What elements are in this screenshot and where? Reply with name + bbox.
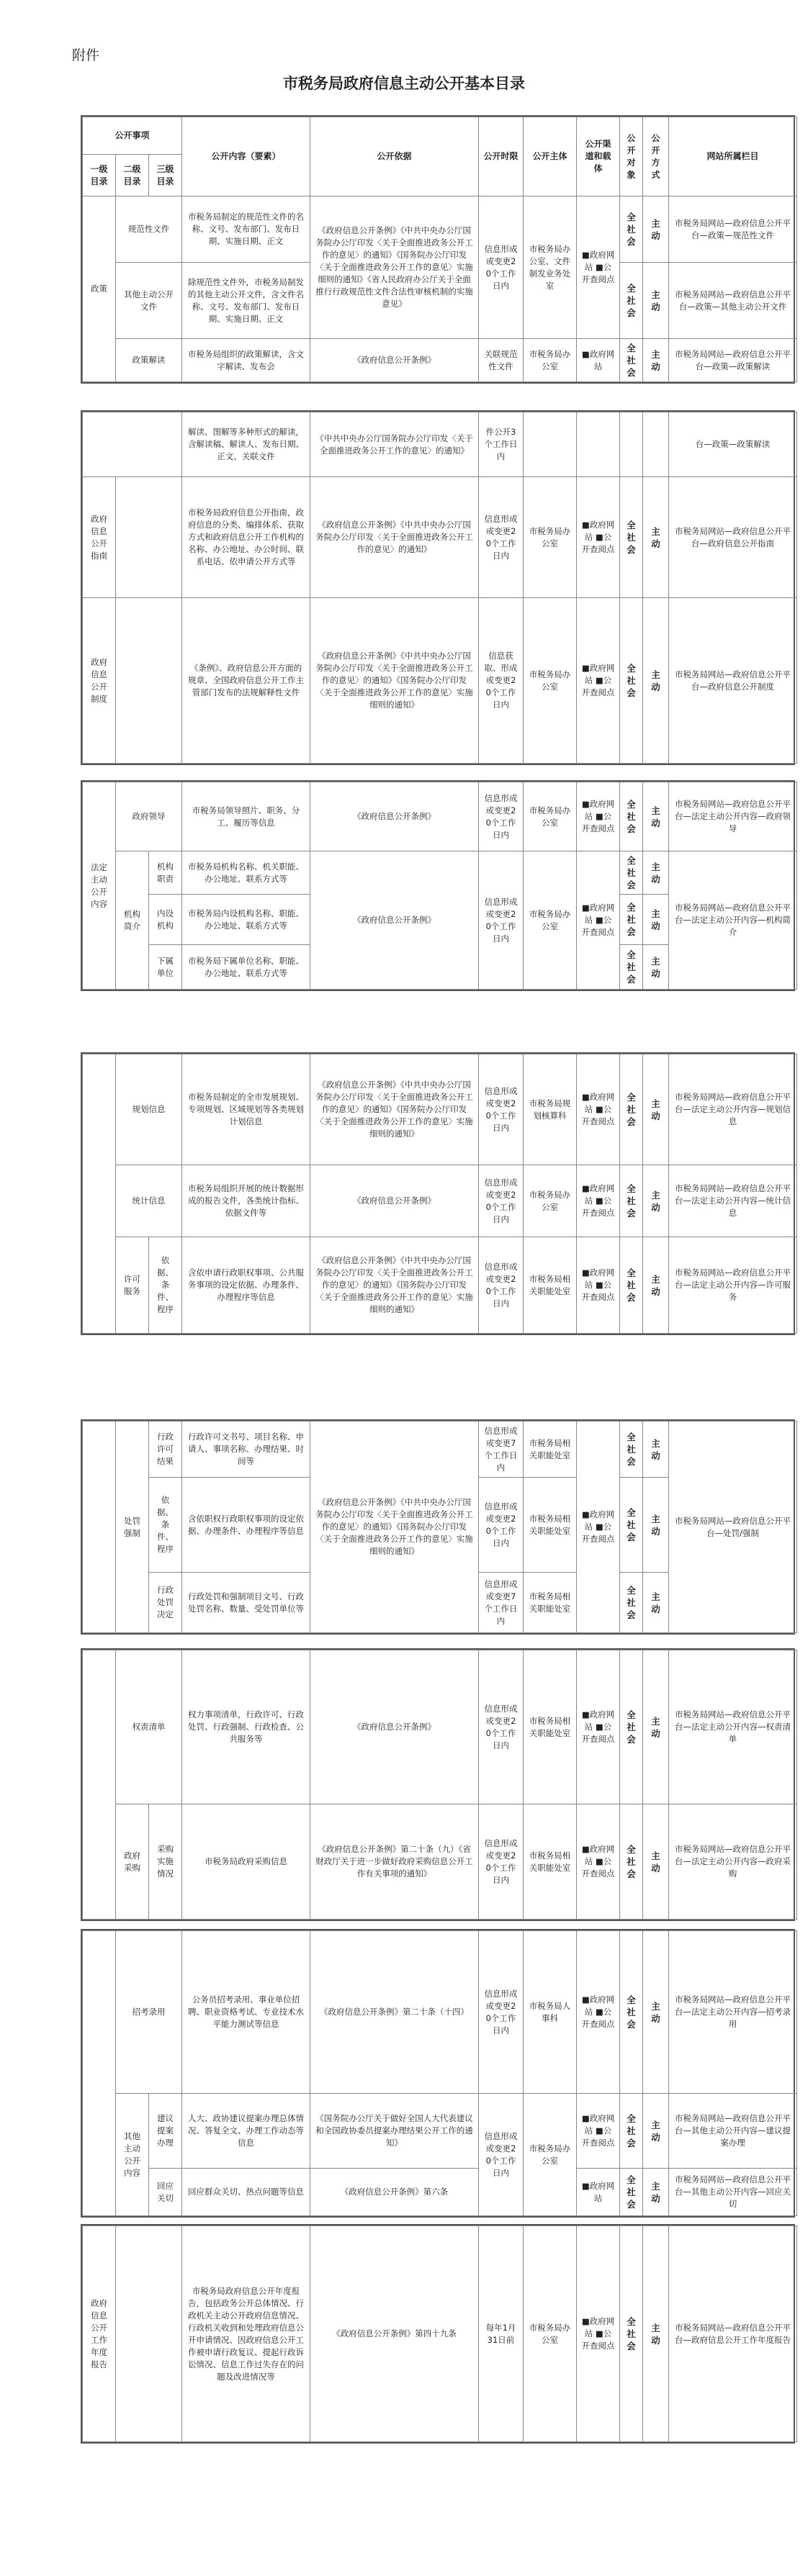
stats-method: 主动 [643, 1165, 669, 1237]
org-l2: 机构简介 [116, 851, 149, 990]
recruit-method: 主动 [643, 1931, 669, 2094]
other-channel-response: ■政府网站 [577, 2169, 620, 2216]
policy-l2-normative: 规范性文件 [116, 196, 182, 263]
policy-cont-time: 件公开3个工作日内 [479, 412, 524, 477]
system-subject: 市税务局办公室 [524, 598, 577, 764]
header-time-limit: 公开时限 [479, 117, 524, 196]
penalty-basis: 《政府信息公开条例》《中共中央办公厅国务院办公厅印发〈关于全面推进政务公开工作的意见〉的通知》《国务院办公厅印发〈关于全面推进政务公开工作的意见〉实施细则的通知》 [310, 1422, 479, 1633]
plan-target: 全社会 [620, 1054, 643, 1165]
header-subject: 公开主体 [524, 117, 577, 196]
system-method: 主动 [643, 598, 669, 764]
plan-time: 信息形成或变更20个工作日内 [479, 1054, 524, 1165]
stats-subject: 市税务局办公室 [524, 1165, 577, 1237]
power-target: 全社会 [620, 1650, 643, 1804]
permit-target: 全社会 [620, 1237, 643, 1334]
system-time: 信息获取、形成或变更20个工作日内 [479, 598, 524, 764]
org-channel: ■政府网站 ■公开查阅点 [577, 851, 620, 990]
header-content: 公开内容（要素） [182, 117, 310, 196]
permit-method: 主动 [643, 1237, 669, 1334]
permit-basis: 《政府信息公开条例》《中共中央办公厅国务院办公厅印发〈关于全面推进政务公开工作的意见〉的通知》《国务院办公厅印发〈关于全面推进政务公开工作的意见〉实施细则的通知》 [310, 1237, 479, 1334]
plan-method: 主动 [643, 1054, 669, 1165]
org-content-internal: 市税务局内设机构名称、职能、办公地址、联系方式等 [182, 895, 310, 945]
penalty-content-basis: 含依职权行政职权事项的设定依据、办理条件、办理程序等信息 [182, 1478, 310, 1573]
other-target-proposal: 全社会 [620, 2094, 643, 2169]
guide-subject: 市税务局办公室 [524, 477, 577, 598]
annual-target: 全社会 [620, 2226, 643, 2442]
leaders-content: 市税务局领导照片、职务、分工、履历等信息 [182, 782, 310, 851]
penalty-method-permit: 主动 [643, 1422, 669, 1478]
penalty-method-basis: 主动 [643, 1478, 669, 1573]
other-l3-response: 回应关切 [149, 2169, 182, 2216]
procure-method: 主动 [643, 1804, 669, 1920]
procure-l3: 采购实施情况 [149, 1804, 182, 1920]
system-column: 市税务局网站—政府信息公开平台—政府信息公开制度 [669, 598, 797, 764]
table-block-1 [81, 115, 795, 384]
penalty-subject-permit: 市税务局相关职能处室 [524, 1422, 577, 1478]
org-method-sub: 主动 [643, 945, 669, 990]
org-content-duty: 市税务局机构名称、机关职能、办公地址、联系方式等 [182, 851, 310, 895]
stats-time: 信息形成或变更20个工作日内 [479, 1165, 524, 1237]
stats-column: 市税务局网站—政府信息公开平台—法定主动公开内容—统计信息 [669, 1165, 797, 1237]
permit-time: 信息形成或变更20个工作日内 [479, 1237, 524, 1334]
plan-l2: 规划信息 [116, 1054, 182, 1165]
penalty-column: 市税务局网站—政府信息公开平台—处罚/强制 [669, 1422, 797, 1633]
policy-method-other: 主动 [643, 263, 669, 339]
policy-cont-basis: 《中共中央办公厅国务院办公厅印发〈关于全面推进政务公开工作的意见〉的通知》 [310, 412, 479, 477]
penalty-subject-basis: 市税务局相关职能处室 [524, 1478, 577, 1573]
guide-column: 市税务局网站—政府信息公开平台—政府信息公开指南 [669, 477, 797, 598]
table-block-2 [81, 410, 795, 765]
policy-content-interpret: 市税务局组织的政策解读，含文字解读、发布会 [182, 339, 310, 382]
plan-content: 市税务局制定的全市发展规划、专项规划、区域规划等各类规划计划信息 [182, 1054, 310, 1165]
guide-time: 信息形成或变更20个工作日内 [479, 477, 524, 598]
org-target-duty: 全社会 [620, 851, 643, 895]
leaders-target: 全社会 [620, 782, 643, 851]
procure-column: 市税务局网站—政府信息公开平台—法定主动公开内容—政府采购 [669, 1804, 797, 1920]
power-content: 权力事项清单，行政许可、行政处罚、行政强制、行政检查、公共服务等 [182, 1650, 310, 1804]
power-time: 信息形成或变更20个工作日内 [479, 1650, 524, 1804]
org-content-sub: 市税务局下属单位名称、职能、办公地址、联系方式等 [182, 945, 310, 990]
permit-l3: 依据、条件、程序 [149, 1237, 182, 1334]
other-subject: 市税务局办公室 [524, 2094, 577, 2216]
system-content: 《条例》、政府信息公开方面的规章、全国政府信息公开工作主管部门发布的法规解释性文件 [182, 598, 310, 764]
header-level2: 二级目录 [116, 155, 149, 196]
policy-target-other: 全社会 [620, 263, 643, 339]
org-target-sub: 全社会 [620, 945, 643, 990]
procure-channel: ■政府网站 ■公开查阅点 [577, 1804, 620, 1920]
annual-time: 每年1月31日前 [479, 2226, 524, 2442]
stats-l2: 统计信息 [116, 1165, 182, 1237]
permit-l2: 许可服务 [116, 1237, 149, 1334]
power-channel: ■政府网站 ■公开查阅点 [577, 1650, 620, 1804]
header-column: 网站所属栏目 [669, 117, 797, 196]
system-channel: ■政府网站 ■公开查阅点 [577, 598, 620, 764]
policy-subject: 市税务局办公室、文件制发业务处室 [524, 196, 577, 339]
plan-channel: ■政府网站 ■公开查阅点 [577, 1054, 620, 1165]
policy-basis: 《政府信息公开条例》《中共中央办公厅国务院办公厅印发〈关于全面推进政务公开工作的意见〉的通知》《国务院办公厅印发〈关于全面推进政务公开工作的意见〉实施细则的通知》《省人民政府办公厅关于全面推行行政规范性文件合法性审核机制的实施意见》 [310, 196, 479, 339]
annual-channel: ■政府网站 ■公开查阅点 [577, 2226, 620, 2442]
annual-content: 市税务局政府信息公开年度报告，包括政务公开总体情况、行政机关主动公开政府信息情况、行政机关收到和处理政府信息公开申请情况、因政府信息公开工作被申请行政复议、提起行政诉讼情况、信息工作过失存在的问题及改进情况等 [182, 2226, 310, 2442]
permit-subject: 市税务局相关职能处室 [524, 1237, 577, 1334]
other-l2: 其他主动公开内容 [116, 2094, 149, 2216]
other-method-proposal: 主动 [643, 2094, 669, 2169]
recruit-target: 全社会 [620, 1931, 643, 2094]
header-level1: 一级目录 [83, 155, 116, 196]
penalty-time-decision: 信息形成或变更7个工作日内 [479, 1573, 524, 1633]
org-basis: 《政府信息公开条例》 [310, 851, 479, 990]
plan-column: 市税务局网站—政府信息公开平台—法定主动公开内容—规划信息 [669, 1054, 797, 1165]
procure-time: 信息形成或变更20个工作日内 [479, 1804, 524, 1920]
policy-method-normative: 主动 [643, 196, 669, 263]
page-title: 市税务局政府信息主动公开基本目录 [283, 74, 525, 92]
penalty-content-permit: 行政许可文书号、项目名称、申请人、事项名称、办理结果、时间等 [182, 1422, 310, 1478]
penalty-l3-permit: 行政许可结果 [149, 1422, 182, 1478]
leaders-method: 主动 [643, 782, 669, 851]
leaders-time: 信息形成或变更20个工作日内 [479, 782, 524, 851]
penalty-time-permit: 信息形成或变更7个工作日内 [479, 1422, 524, 1478]
policy-channel: ■政府网站 ■公开查阅点 [577, 196, 620, 339]
power-column: 市税务局网站—政府信息公开平台—法定主动公开内容—权责清单 [669, 1650, 797, 1804]
annual-subject: 市税务局办公室 [524, 2226, 577, 2442]
penalty-time-basis: 信息形成或变更20个工作日内 [479, 1478, 524, 1573]
org-method-internal: 主动 [643, 895, 669, 945]
procure-content: 市税务局政府采购信息 [182, 1804, 310, 1920]
leaders-column: 市税务局网站—政府信息公开平台—法定主动公开内容—政府领导 [669, 782, 797, 851]
policy-column-interpret: 市税务局网站—政府信息公开平台—政策—政策解读 [669, 339, 797, 382]
policy-time: 信息形成或变更20个工作日内 [479, 196, 524, 339]
other-basis-response: 《政府信息公开条例》第六条 [310, 2169, 479, 2216]
policy-column-other: 市税务局网站—政府信息公开平台—政策—其他主动公开文件 [669, 263, 797, 339]
header-target: 公开对象 [620, 117, 643, 196]
org-subject: 市税务局办公室 [524, 851, 577, 990]
policy-l1: 政策 [83, 196, 116, 382]
permit-channel: ■政府网站 ■公开查阅点 [577, 1237, 620, 1334]
system-basis: 《政府信息公开条例》《中共中央办公厅国务院办公厅印发〈关于全面推进政务公开工作的意见〉的通知》《国务院办公厅印发〈关于全面推进政务公开工作的意见〉实施细则的通知》 [310, 598, 479, 764]
penalty-l3-basis: 依据、条件、程序 [149, 1478, 182, 1573]
penalty-target-basis: 全社会 [620, 1478, 643, 1573]
penalty-target-decision: 全社会 [620, 1573, 643, 1633]
system-l1: 政府信息公开制度 [83, 598, 116, 764]
penalty-l2: 处罚强制 [116, 1422, 149, 1633]
header-method: 公开方式 [643, 117, 669, 196]
guide-l1: 政府信息公开指南 [83, 477, 116, 598]
leaders-subject: 市税务局办公室 [524, 782, 577, 851]
penalty-method-decision: 主动 [643, 1573, 669, 1633]
penalty-channel: ■政府网站 ■公开查阅点 [577, 1422, 620, 1633]
policy-basis2: 关联规范性文件 [479, 339, 524, 382]
header-basis: 公开依据 [310, 117, 479, 196]
permit-content: 含依申请行政职权事项、公共服务事项的设定依据、办理条件、办理程序等信息 [182, 1237, 310, 1334]
recruit-time: 信息形成或变更20个工作日内 [479, 1931, 524, 2094]
table-block-4 [81, 1052, 795, 1335]
table-block-8 [81, 2224, 795, 2444]
policy-content-other: 除规范性文件外，市税务局制发的其他主动公开文件，含文件名称、文号、发布部门、发布日期、实施日期、正文 [182, 263, 310, 339]
procure-target: 全社会 [620, 1804, 643, 1920]
org-time: 信息形成或变更20个工作日内 [479, 851, 524, 990]
other-method-response: 主动 [643, 2169, 669, 2216]
procure-subject: 市税务局相关职能处室 [524, 1804, 577, 1920]
penalty-target-permit: 全社会 [620, 1422, 643, 1478]
org-column: 市税务局网站—政府信息公开平台—法定主动公开内容—机构简介 [669, 851, 797, 990]
policy-content-normative: 市税务局制定的规范性文件的名称、文号、发布部门、发布日期、实施日期、正文 [182, 196, 310, 263]
system-target: 全社会 [620, 598, 643, 764]
org-l3-internal: 内设机构 [149, 895, 182, 945]
stats-basis: 《政府信息公开条例》 [310, 1165, 479, 1237]
power-subject: 市税务局相关职能处室 [524, 1650, 577, 1804]
policy-target-interpret: 全社会 [620, 339, 643, 382]
other-time: 信息形成或变更20个工作日内 [479, 2094, 524, 2216]
guide-content: 市税务局政府信息公开指南，政府信息的分类、编排体系、获取方式和政府信息公开工作机构的名称、办公地址、办公时间、联系电话、依申请公开方式等 [182, 477, 310, 598]
annual-l1: 政府信息公开工作年度报告 [83, 2226, 116, 2442]
recruit-channel: ■政府网站 ■公开查阅点 [577, 1931, 620, 2094]
annual-column: 市税务局网站—政府信息公开平台—政府信息公开工作年度报告 [669, 2226, 797, 2442]
policy-l2-interpret: 政策解读 [116, 339, 182, 382]
policy-cont-column: 台—政策—政策解读 [669, 412, 797, 477]
power-l2: 权责清单 [116, 1650, 182, 1804]
other-column-proposal: 市税务局网站—政府信息公开平台—其他主动公开内容—建议提案办理 [669, 2094, 797, 2169]
policy-basis-interpret: 《政府信息公开条例》 [310, 339, 479, 382]
recruit-content: 公务员招考录用、事业单位招聘、职业资格考试、专业技术水平能力测试等信息 [182, 1931, 310, 2094]
org-l3-sub: 下属单位 [149, 945, 182, 990]
stats-content: 市税务局组织开展的统计数据形成的报告文件，各类统计指标、依据文件等 [182, 1165, 310, 1237]
org-l3-duty: 机构职责 [149, 851, 182, 895]
leaders-basis: 《政府信息公开条例》 [310, 782, 479, 851]
procure-basis: 《政府信息公开条例》第二十条（九）《省财政厅关于进一步做好政府采购信息公开工作有关事项的通知》 [310, 1804, 479, 1920]
other-content-proposal: 人大、政协建议提案办理总体情况、答复全文、办理工作动态等信息 [182, 2094, 310, 2169]
penalty-content-decision: 行政处罚和强制项目文号、行政处罚名称、数量、受处罚单位等 [182, 1573, 310, 1633]
power-basis: 《政府信息公开条例》 [310, 1650, 479, 1804]
power-method: 主动 [643, 1650, 669, 1804]
org-target-internal: 全社会 [620, 895, 643, 945]
other-content-response: 回应群众关切、热点问题等信息 [182, 2169, 310, 2216]
other-channel-proposal: ■政府网站 ■公开查阅点 [577, 2094, 620, 2169]
stats-channel: ■政府网站 ■公开查阅点 [577, 1165, 620, 1237]
penalty-l3-decision: 行政处罚决定 [149, 1573, 182, 1633]
table-block-5 [81, 1419, 795, 1635]
other-l3-proposal: 建议提案办理 [149, 2094, 182, 2169]
org-l1: 法定主动公开内容 [83, 782, 116, 990]
recruit-subject: 市税务局人事科 [524, 1931, 577, 2094]
recruit-l2: 招考录用 [116, 1931, 182, 2094]
policy-channel-interpret: ■政府网站 [577, 339, 620, 382]
policy-cont-content: 解读、图解等多种形式的解读，含解读稿、解读人、发布日期、正文、关联文件 [182, 412, 310, 477]
table-block-7 [81, 1929, 795, 2218]
annual-basis: 《政府信息公开条例》第四十九条 [310, 2226, 479, 2442]
other-basis-proposal: 《国务院办公厅关于做好全国人大代表建议和全国政协委员提案办理结果公开工作的通知》 [310, 2094, 479, 2169]
procure-l2: 政府采购 [116, 1804, 149, 1920]
other-column-response: 市税务局网站—政府信息公开平台—其他主动公开内容—回应关切 [669, 2169, 797, 2216]
table-block-6 [81, 1648, 795, 1921]
org-method-duty: 主动 [643, 851, 669, 895]
recruit-column: 市税务局网站—政府信息公开平台—法定主动公开内容—招考录用 [669, 1931, 797, 2094]
plan-basis: 《政府信息公开条例》《中共中央办公厅国务院办公厅印发〈关于全面推进政务公开工作的意见〉的通知》《国务院办公厅印发〈关于全面推进政务公开工作的意见〉实施细则的通知》 [310, 1054, 479, 1165]
guide-method: 主动 [643, 477, 669, 598]
annual-method: 主动 [643, 2226, 669, 2442]
permit-column: 市税务局网站—政府信息公开平台—法定主动公开内容—许可服务 [669, 1237, 797, 1334]
attachment-label: 附件 [72, 48, 100, 63]
penalty-subject-decision: 市税务局相关职能处室 [524, 1573, 577, 1633]
leaders-channel: ■政府网站 ■公开查阅点 [577, 782, 620, 851]
stats-target: 全社会 [620, 1165, 643, 1237]
guide-target: 全社会 [620, 477, 643, 598]
policy-column-normative: 市税务局网站—政府信息公开平台—政策—规范性文件 [669, 196, 797, 263]
header-carrier: 公开渠道和载体 [577, 117, 620, 196]
table-block-3 [81, 780, 795, 991]
policy-l2-other: 其他主动公开文件 [116, 263, 182, 339]
guide-channel: ■政府网站 ■公开查阅点 [577, 477, 620, 598]
guide-basis: 《政府信息公开条例》《中共中央办公厅国务院办公厅印发〈关于全面推进政务公开工作的意见〉的通知》 [310, 477, 479, 598]
other-target-response: 全社会 [620, 2169, 643, 2216]
policy-target-normative: 全社会 [620, 196, 643, 263]
recruit-basis: 《政府信息公开条例》第二十条（十四） [310, 1931, 479, 2094]
header-level3: 三级目录 [149, 155, 182, 196]
policy-method-interpret: 主动 [643, 339, 669, 382]
header-public-items: 公开事项 [83, 117, 182, 155]
plan-subject: 市税务局规划核算科 [524, 1054, 577, 1165]
policy-subject-interpret: 市税务局办公室 [524, 339, 577, 382]
leaders-l2: 政府领导 [116, 782, 182, 851]
